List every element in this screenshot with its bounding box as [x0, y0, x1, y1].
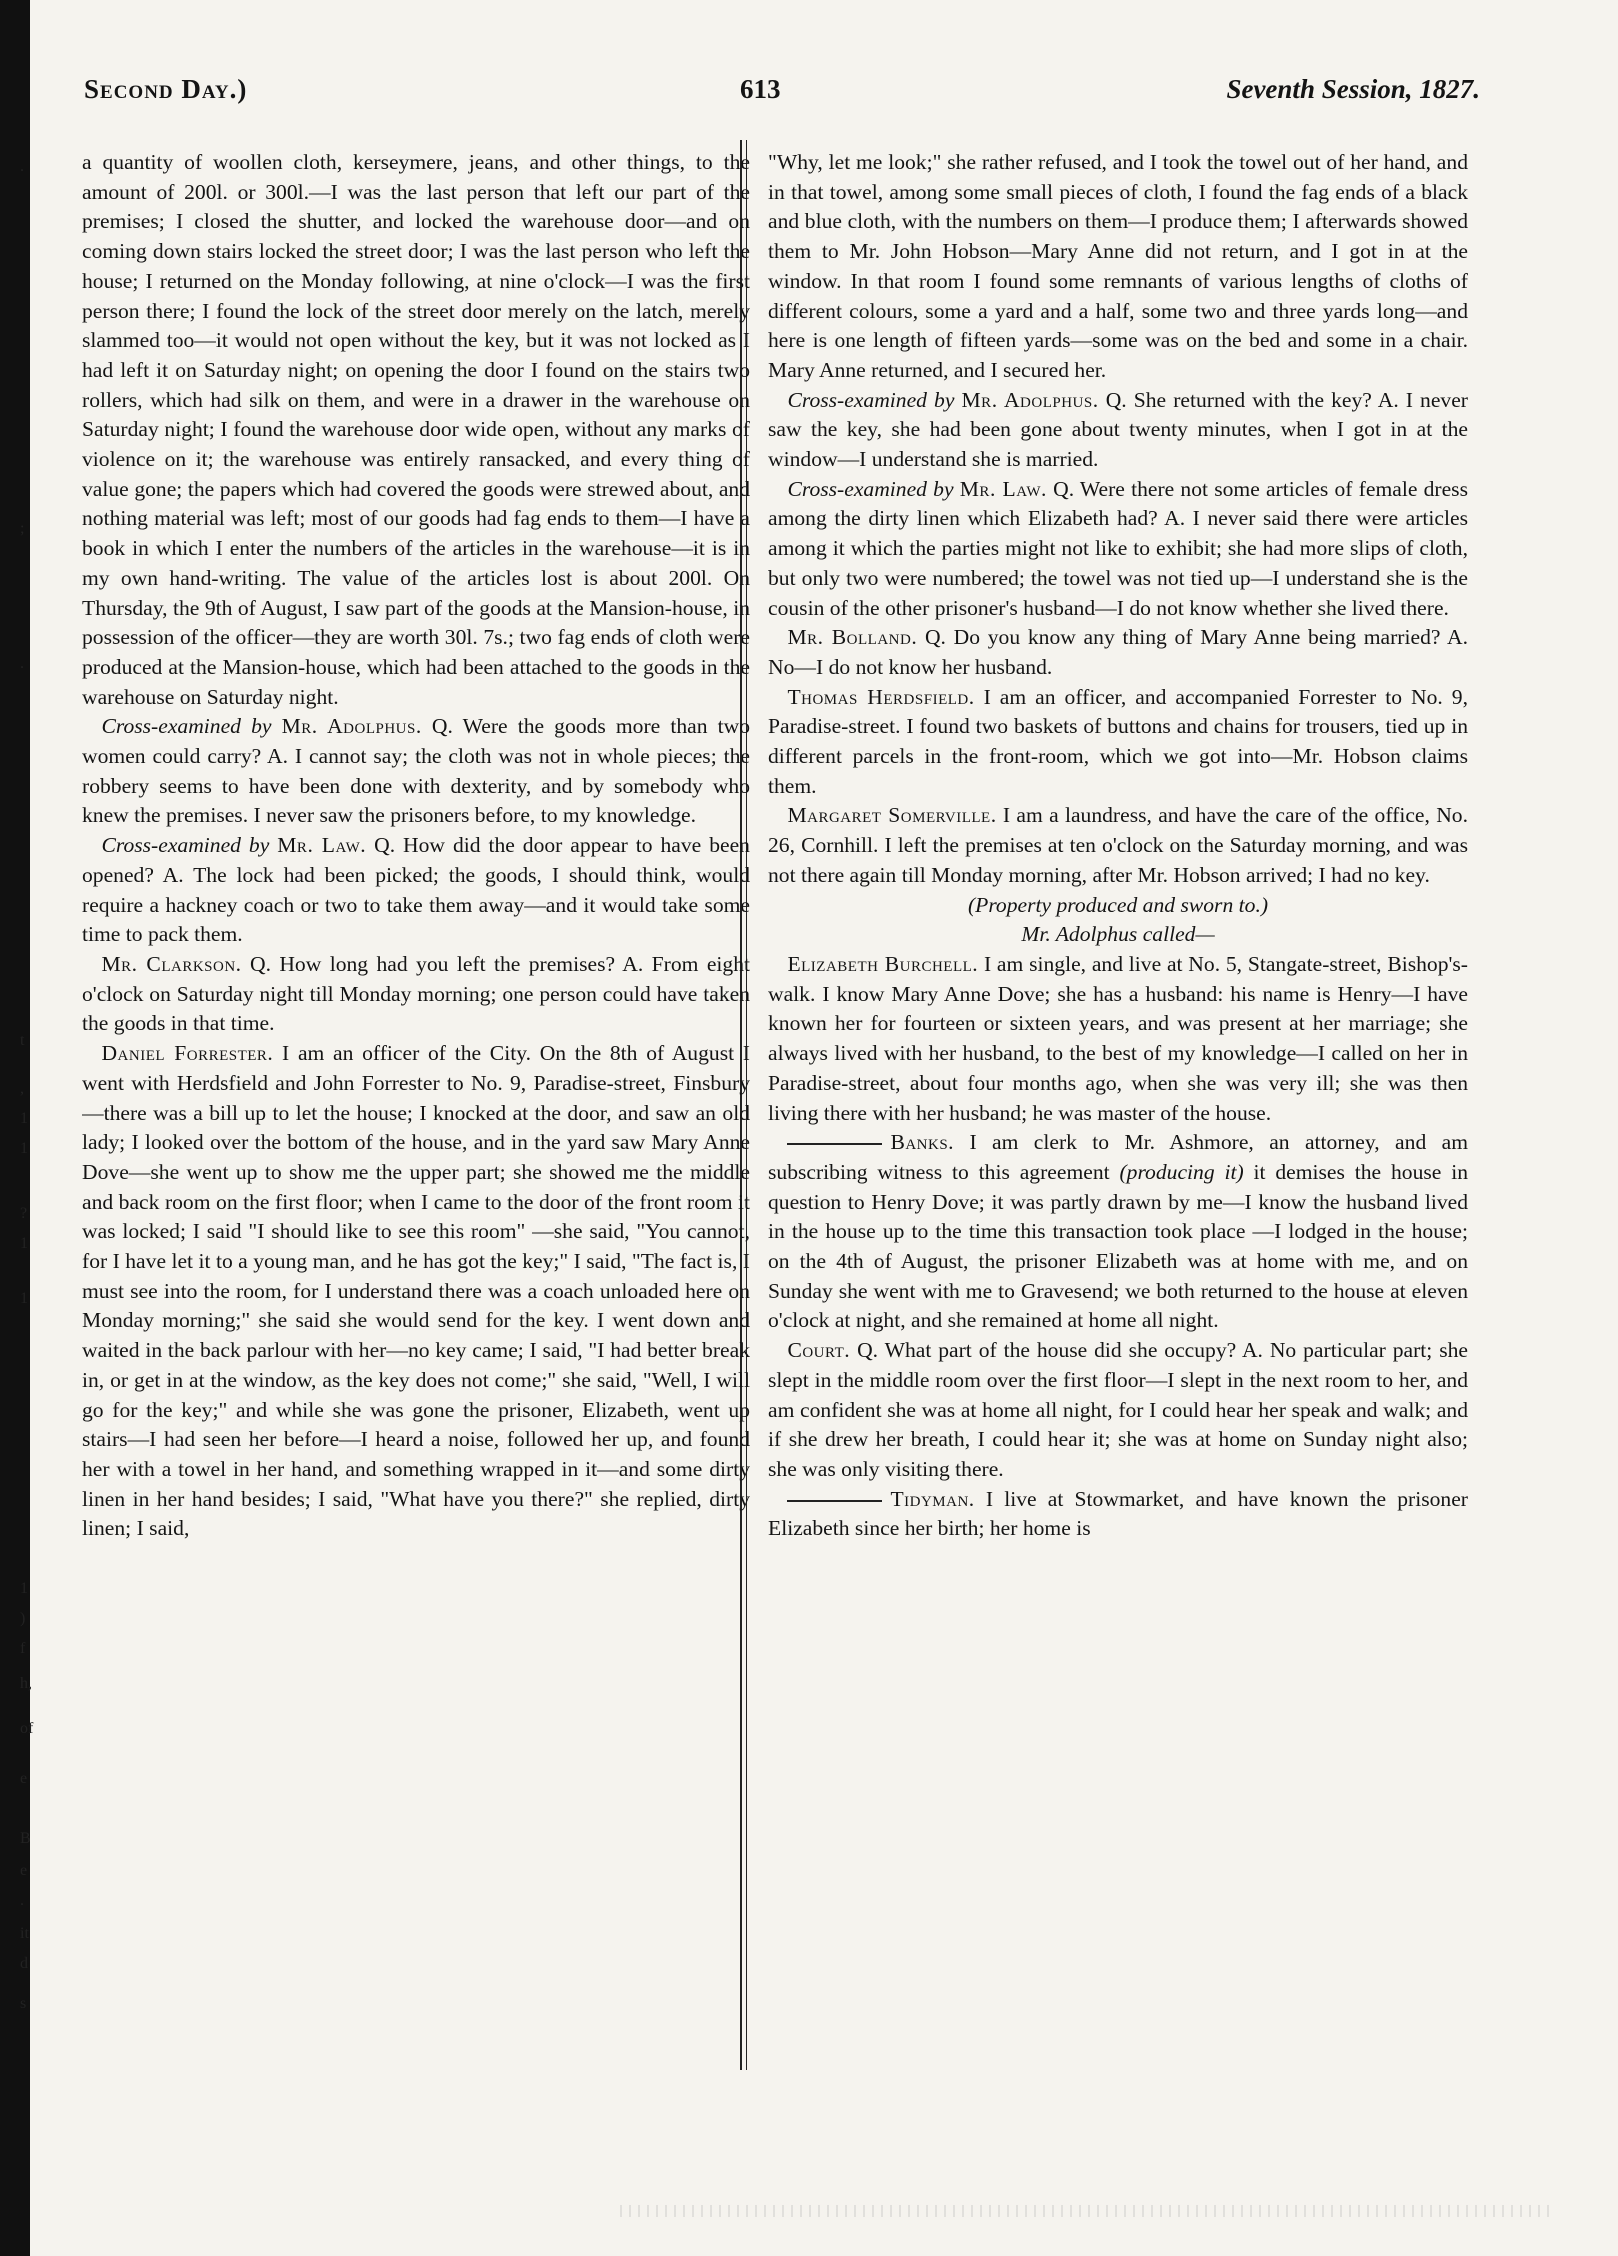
paragraph: Mr. Bolland. Q. Do you know any thing of Mary Anne being married? A. No—I do not know her husband.	[768, 625, 1468, 679]
scan-noise	[620, 2205, 1550, 2217]
paragraph: Daniel Forrester. I am an officer of the City. On the 8th of August I went with Herdsfield and John Forrester to No. 9, Paradise-street, Finsbury—there was a bill up to let the house; I knocked at the door, and saw an old lady; I looked over the bottom of the house, and in the yard saw Mary Anne Dove—she went up to show me the upper part; she showed me the middle and back room on the first floor; when I came to the door of the front room it was locked; I said "I should like to see this room" —she said, "You cannot, for I have let it to a young man, and he has got the key;" I said, "The fact is, I must see into the room, for I understand there was a coach unloaded here on Monday morning;" she said she would send for the key. I went down and waited in the back parlour with her—no key came; I said, "I had better break in, or get in at the window, as the key does not come;" she said, "Well, I will go for the key;" and while she was gone the prisoner, Elizabeth, went up stairs—I had seen her before—I heard a noise, followed her up, and found her with a towel in her hand, and something wrapped in it—and some dirty linen in her hand besides; I said, "What have you there?" she replied, dirty linen; I said,	[82, 1041, 750, 1541]
paragraph: Tidyman. I live at Stowmarket, and have known the prisoner Elizabeth since her birth; her home is	[768, 1486, 1468, 1541]
margin-mark: e	[20, 1862, 28, 1879]
margin-mark: t	[20, 1032, 25, 1049]
called-heading: Mr. Adolphus called—	[1021, 922, 1215, 947]
page-header	[84, 74, 1480, 114]
margin-mark: f	[20, 1640, 26, 1657]
paragraph: Cross-examined by Mr. Law. Q. Were there not some articles of female dress among the dirty linen which Elizabeth had? A. I never said there were articles among it which the parties might not like to exhibit; she had more slips of cloth, but only two were numbered; the towel was not tied up—I understand she is the cousin of the other prisoner's husband—I do not know whether she lived there.	[768, 476, 1468, 620]
margin-mark: .	[20, 1892, 24, 1909]
margin-bleed-through	[2, 0, 34, 2256]
paragraph: Cross-examined by Mr. Adolphus. Q. She returned with the key? A. I never saw the key, she had been gone about twenty minutes, when I got in at the window—I understand she is married.	[768, 387, 1468, 472]
margin-mark: ,	[20, 1080, 24, 1097]
margin-mark: ?	[20, 1205, 28, 1222]
paragraph: Cross-examined by Mr. Adolphus. Q. Were the goods more than two women could carry? A. I cannot say; the cloth was not in whole pieces; the robbery seems to have been done with dexterity, and by somebody who knew the premises. I never saw the prisoners before, to my knowledge.	[82, 714, 750, 828]
margin-mark: ;	[20, 520, 25, 537]
page-number: 613	[740, 74, 781, 104]
margin-mark: 1	[20, 1290, 28, 1307]
paragraph: Margaret Somerville. I am a laundress, and have the care of the office, No. 26, Cornhill. I left the premises at ten o'clock on the Saturday morning, and was not there again till Monday morning, after Mr. Hobson arrived; I had no key.	[768, 803, 1468, 887]
margin-mark: 1	[20, 1235, 28, 1252]
paragraph: "Why, let me look;" she rather refused, and I took the towel out of her hand, and in that towel, among some small pieces of cloth, I found the fag ends of a black and blue cloth, with the numbers on them—I produce them; I afterwards showed them to Mr. John Hobson—Mary Anne did not return, and I got in at the window. In that room I found some remnants of various lengths of cloths of different colours, some a yard and a half, some two and three yards long—and here is one length of fifteen yards—some was on the bed and some in a chair. Mary Anne returned, and I secured her.	[768, 150, 1468, 382]
right-column	[768, 148, 1468, 2138]
margin-mark: .	[20, 655, 24, 672]
margin-mark: .	[20, 158, 24, 175]
paragraph: Elizabeth Burchell. I am single, and live at No. 5, Stangate-street, Bishop's-walk. I know Mary Anne Dove; she has a husband: his name is Henry—I have known her for fourteen or sixteen years, and was present at her marriage; she always lived with her husband, to the best of my knowledge—I called on her in Paradise-street, about four months ago, when she was very ill; she was then living there with her husband; he was master of the house.	[768, 951, 1468, 1125]
paragraph: a quantity of woollen cloth, kerseymere, jeans, and other things, to the amount of 200l. or 300l.—I was the last person that left our part of the premises; I closed the shutter, and locked the warehouse door—and on coming down stairs locked the street door; I was the last person who left the house; I returned on the Monday following, at nine o'clock—I was the first person there; I found the lock of the street door merely on the latch, merely slammed too—it would not open without the key, but it was not locked as I had left it on Saturday night; on opening the door I found on the stairs two rollers, which had silk on them, and were in a drawer in the warehouse on Saturday night; I found the warehouse door wide open, without any marks of violence on it; the warehouse was entirely ransacked, and every thing of value gone; the papers which had covered the goods were strewed about, and nothing material was left; most of our goods had fag ends to them—I have a book in which I enter the numbers of the articles in the warehouse—it is in my own hand-writing. The value of the articles lost is about 200l. On Thursday, the 9th of August, I saw part of the goods at the Mansion-house, in possession of the officer—they are worth 30l. 7s.; two fag ends of cloth were produced at the Mansion-house, which had been attached to the goods in the warehouse on Saturday night.	[82, 150, 750, 709]
margin-mark: s	[20, 1995, 27, 2012]
margin-mark: it	[20, 1925, 29, 1942]
property-note: (Property produced and sworn to.)	[967, 892, 1269, 917]
paragraph: Thomas Herdsfield. I am an officer, and accompanied Forrester to No. 9, Paradise-street. I found two baskets of buttons and chains for trousers, tied up in different parcels in the front-room, which we got into—Mr. Hobson claims them.	[768, 684, 1468, 798]
margin-mark: B	[20, 1830, 31, 1847]
header-left: Second Day.)	[84, 74, 248, 104]
paragraph: Banks. I am clerk to Mr. Ashmore, an attorney, and am subscribing witness to this agreement (producing it) it demises the house in question to Henry Dove; it was partly drawn by me—I know the husband lived in the house up to the time this transaction took place —I lodged in the house; on the 4th of August, the prisoner Elizabeth was at home with me, and on Sunday she went with me to Gravesend; we both returned to the house at eleven o'clock at night, and she remained at home all night.	[768, 1130, 1468, 1333]
margin-mark: 1	[20, 1140, 28, 1157]
margin-mark: h,	[20, 1675, 32, 1692]
margin-mark: of	[20, 1720, 34, 1737]
paragraph: Cross-examined by Mr. Law. Q. How did the door appear to have been opened? A. The lock had been picked; the goods, I should think, would require a hackney coach or two to take them away—and it would take some time to pack them.	[82, 833, 750, 947]
margin-mark: e	[20, 1770, 28, 1787]
margin-mark: d	[20, 1955, 28, 1972]
paragraph: Court. Q. What part of the house did she occupy? A. No particular part; she slept in the middle room over the first floor—I slept in the next room to her, and am confident she was at home all night, for I could hear her speak and walk; and if she drew her breath, I could hear it; she was at home on Sunday night also; she was only visiting there.	[768, 1338, 1468, 1481]
margin-mark: 1	[20, 1110, 28, 1127]
margin-mark: )	[20, 1610, 26, 1627]
margin-mark: 1	[20, 1580, 28, 1597]
header-right: Seventh Session, 1827.	[1226, 74, 1480, 104]
left-column	[82, 148, 750, 2138]
paragraph: Mr. Clarkson. Q. How long had you left the premises? A. From eight o'clock on Saturday night till Monday morning; one person could have taken the goods in that time.	[82, 951, 750, 1036]
